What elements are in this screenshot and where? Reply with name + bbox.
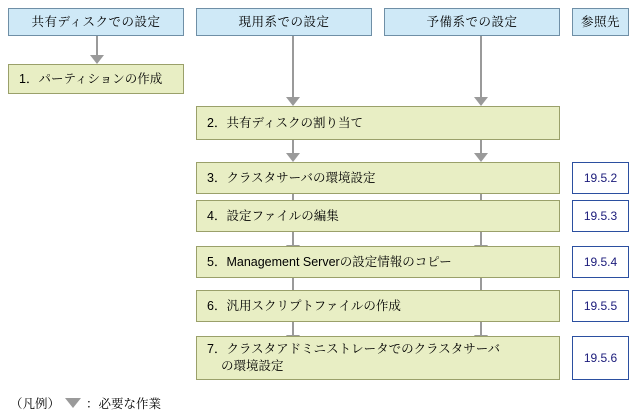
column-header-label: 現用系での設定 [238,14,330,29]
step-label: 6．汎用スクリプトファイルの作成 [207,298,401,313]
column-header-reference [572,8,629,36]
reference-label: 19.5.6 [583,350,618,365]
column-header-label: 予備系での設定 [426,14,518,29]
step-label: 2．共有ディスクの割り当て [207,115,363,130]
step-4 [196,200,560,232]
arrow-step2-to-step3-left [285,140,301,162]
reference-label: 19.5.3 [583,208,618,223]
step-label: 4．設定ファイルの編集 [207,208,339,223]
arrow-active-to-step2 [285,36,301,106]
column-header-shared-disk [8,8,184,36]
legend-suffix: ：必要な作業 [86,397,162,411]
column-header-standby-system [384,8,560,36]
column-header-active-system [196,8,372,36]
column-header-label: 共有ディスクでの設定 [31,14,161,29]
reference-6 [572,290,629,322]
reference-label: 19.5.2 [583,170,618,185]
arrow-step2-to-step3-right [473,140,489,162]
step-label: 5．Management Serverの設定情報のコピー [207,254,452,269]
step-5 [196,246,560,278]
arrow-standby-to-step2 [473,36,489,106]
step-6 [196,290,560,322]
step-label: 7．クラスタアドミニストレータでのクラスタサーバ [207,342,501,357]
reference-label: 19.5.4 [583,254,618,269]
step-label: 3．クラスタサーバの環境設定 [207,170,376,185]
reference-7 [572,336,629,380]
legend-prefix: （凡例） [10,397,61,411]
step-7 [196,336,560,380]
reference-3 [572,162,629,194]
arrow-icon [65,398,81,408]
reference-label: 19.5.5 [583,298,618,313]
step-label-line2: の環境設定 [221,359,284,373]
step-1 [8,64,184,94]
step-label: 1．パーティションの作成 [19,71,163,86]
column-header-label: 参照先 [580,14,620,29]
step-3 [196,162,560,194]
legend [10,394,161,412]
reference-5 [572,246,629,278]
step-2 [196,106,560,140]
reference-4 [572,200,629,232]
arrow-shared-disk-to-step1 [89,36,105,64]
